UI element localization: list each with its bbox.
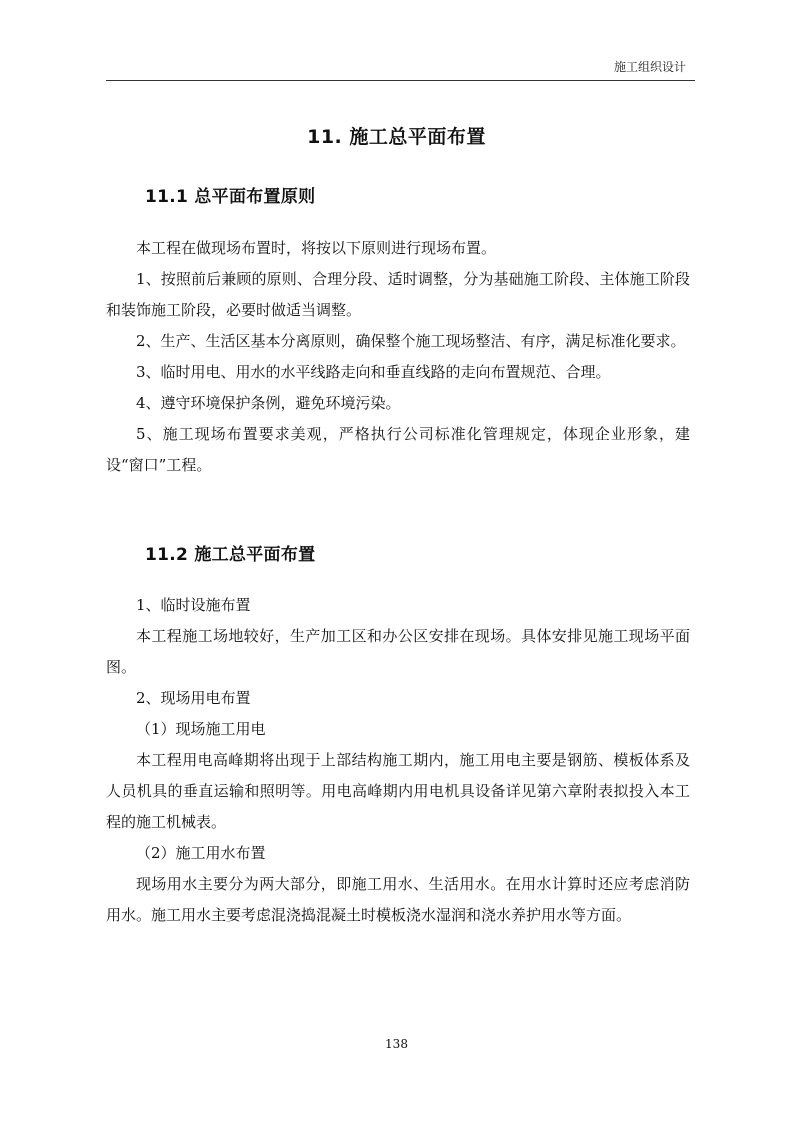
paragraph: 1、临时设施布置 bbox=[136, 596, 251, 614]
section-title-11-2: 11.2 施工总平面布置 bbox=[145, 545, 316, 565]
paragraph: 1、按照前后兼顾的原则、合理分段、适时调整，分为基础施工阶段、主体施工阶段和装饰施工阶段，必要时做适当调整。 bbox=[106, 270, 690, 319]
paragraph: 本工程用电高峰期将出现于上部结构施工期内，施工用电主要是钢筋、模板体系及人员机具的垂直运输和照明等。用电高峰期内用电机具设备详见第六章附表拟投入本工程的施工机械表。 bbox=[106, 751, 690, 831]
chapter-title: 11. 施工总平面布置 bbox=[307, 126, 486, 148]
paragraph: 4、遵守环境保护条例，避免环境污染。 bbox=[136, 394, 401, 412]
paragraph: 本工程施工场地较好，生产加工区和办公区安排在现场。具体安排见施工现场平面图。 bbox=[106, 627, 690, 676]
paragraph: 现场用水主要分为两大部分，即施工用水、生活用水。在用水计算时还应考虑消防用水。施工用水主要考虑混浇捣混凝土时模板浇水湿润和浇水养护用水等方面。 bbox=[106, 875, 690, 924]
paragraph: 本工程在做现场布置时，将按以下原则进行现场布置。 bbox=[136, 239, 497, 257]
header-divider bbox=[106, 80, 695, 81]
paragraph: （2）施工用水布置 bbox=[136, 844, 266, 862]
section-body-11-2 bbox=[106, 590, 690, 931]
section-body-11-1 bbox=[106, 233, 690, 481]
paragraph: 5、施工现场布置要求美观，严格执行公司标准化管理规定，体现企业形象，建设“窗口”工程。 bbox=[106, 425, 690, 474]
paragraph: 3、临时用电、用水的水平线路走向和垂直线路的走向布置规范、合理。 bbox=[136, 363, 611, 381]
page-number: 138 bbox=[385, 1037, 408, 1051]
running-header: 施工组织设计 bbox=[613, 60, 686, 74]
paragraph: 2、现场用电布置 bbox=[136, 689, 251, 707]
paragraph: （1）现场施工用电 bbox=[136, 720, 266, 738]
paragraph: 2、生产、生活区基本分离原则，确保整个施工现场整洁、有序，满足标准化要求。 bbox=[136, 332, 686, 350]
section-title-11-1: 11.1 总平面布置原则 bbox=[145, 187, 316, 207]
